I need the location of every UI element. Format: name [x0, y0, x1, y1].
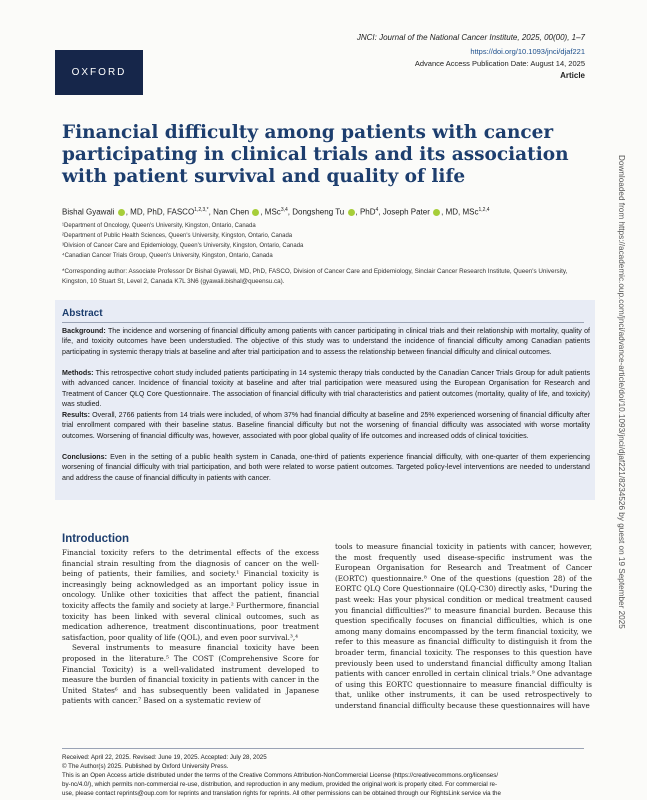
author-name[interactable]: Bishal Gyawali: [62, 207, 115, 217]
license-text: by-nc/4.0/), which permits non-commercial re-use, distribution, and reproduction in any medium, provided the original work is properly cited. For commercial re-: [62, 781, 498, 788]
intro-column-right: [335, 542, 592, 712]
abstract-conclusions: Conclusions: Even in the setting of a public health system in Canada, one-third of patients experience financial difficulty, with one-quarter of them experiencing worsening of financial difficulty with trial participation, and both were related to worse patient outcomes. Targeted policy-level interventions are needed to understand and address the cause of financial difficulty in patients with cancer.: [62, 453, 590, 482]
orcid-icon[interactable]: [433, 209, 440, 216]
intro-column-left: [62, 548, 319, 707]
author-name[interactable]: Joseph Pater: [382, 207, 430, 217]
orcid-icon[interactable]: [118, 209, 125, 216]
author-name[interactable]: Nan Chen: [213, 207, 250, 217]
article-title: Financial difficulty among patients with cancer participating in clinical trials and its association with patient survival and quality of life: [62, 122, 569, 187]
license-text: use, please contact reprints@oup.com for reprints and translation rights for reprints. All other permissions can be obtained through our RightsLink service via the: [62, 790, 501, 797]
abstract-results: Results: Overall, 2766 patients from 14 trials were included, of whom 37% had financial difficulty at baseline and 25% experienced worsening of financial difficulty after trial enrollment compared with their baseline status. Baseline financial difficulty but not the worsening of financial difficulty was associated with worse mortality outcomes. Worsening of financial difficulty was, however, associated with poor global quality of life outcomes and increased odds of clinical toxicities.: [62, 411, 590, 440]
abstract-methods: Methods: This retrospective cohort study included patients participating in 14 systemic therapy trials conducted by the Canadian Cancer Trials Group for adult patients with advanced cancer. Incidence of financial toxicity at baseline and after trial participation were measured using the European Organisation for Research and Treatment of Cancer QLQ Core Questionnaire. The association of financial difficulty with trial characteristics and patient outcomes (mortality, quality of life, and toxicity) was studied.: [62, 369, 591, 408]
publisher-name: OXFORD: [71, 67, 127, 78]
copyright: © The Author(s) 2025. Published by Oxford University Press.: [62, 763, 229, 770]
affiliation: ²Department of Public Health Sciences, Queen's University, Kingston, Ontario, Canada: [62, 233, 293, 239]
affiliation: ³Division of Cancer Care and Epidemiology, Queen's University, Kingston, Ontario, Canada: [62, 243, 304, 249]
orcid-icon[interactable]: [252, 209, 259, 216]
intro-paragraph: Financial toxicity refers to the detrimental effects of the excess financial strain resulting from the diagnosis of cancer on the well-being of patients, their families, and society.¹ Financial toxicity is increasingly being acknowledged as an important policy issue in oncology. Unlike other toxicities that affect the patient, financial toxicity affects the family and society at large.² Furthermore, financial toxicity has been linked with several clinical outcomes, such as medication adherence, treatment discontinuations, poor treatment satisfaction, poor quality of life (QOL), and even poor survival.³,⁴: [62, 548, 319, 642]
intro-paragraph: Several instruments to measure financial toxicity have been proposed in the literature.⁵ The COST (Comprehensive Score for Financial Toxicity) is a well-validated instrument developed to measure the burden of financial toxicity in patients with cancer in the United States⁶ and has subsequently been validated in Japanese patients with cancer.⁷ Based on a systematic review of: [62, 643, 319, 706]
doi-link[interactable]: https://doi.org/10.1093/jnci/djaf221: [470, 47, 585, 56]
affiliation: ⁴Canadian Cancer Trials Group, Queen's University, Kingston, Ontario, Canada: [62, 253, 273, 259]
download-note: Downloaded from https://academic.oup.com/jnci/advance-article/doi/10.1093/jnci/djaf221/8234526 by guest on 19 September 2025: [617, 155, 626, 629]
abstract-divider: [62, 322, 584, 323]
abstract-heading: Abstract: [62, 308, 103, 319]
corresponding-author: *Corresponding author: Associate Professor Dr Bishal Gyawali, MD, PhD, FASCO, Division of Cancer Care and Epidemiology, Sinclair Cancer Research Institute, Queen's University, Kingston, 10 Stuart St, Level 2, Canada K7L 3N6 (gyawali.bishal@queensu.ca).: [62, 268, 568, 285]
oxford-logo[interactable]: [55, 50, 143, 95]
author-list: Bishal Gyawali , MD, PhD, $FASCO^{1,2,3,*}$, Nan Chen , MSc$^{3,4}$, Dongsheng Tu , PhD$^4$, Joseph Pater , MD, MSc$^{1,2,4}$: [62, 207, 490, 217]
advance-access-date: Advance Access Publication Date: August 14, 2025: [414, 59, 585, 68]
abstract-background: Background: The incidence and worsening of financial difficulty among patients with cancer participating in clinical trials and their relationship with mortality, quality of life, and toxicity outcomes have been understudied. The objective of this study was to understand the incidence of financial difficulty among Canadian patients participating in systemic therapy trials at baseline and after trial participation and to assess the relationship between financial difficulty and clinical outcomes.: [62, 327, 590, 356]
article-footer: [62, 753, 590, 798]
article-type: Article: [560, 71, 585, 80]
intro-paragraph: tools to measure financial toxicity in patients with cancer, however, the most frequently used disease-specific instrument was the European Organisation for Research and Treatment of Cancer (EORTC) questionnaire.⁸ One of the questions (question 28) of the EORTC QLQ Core Questionnaire (QLQ-C30) directly asks, "During the past week: Has your physical condition or medical treatment caused you financial difficulties?" to measure financial burden. Because this question specifically focuses on financial difficulties, which is one among many domains encompassed by the term financial toxicity, we refer to this measure as financial difficulty to distinguish it from the broader term, financial toxicity. The responses to this question have previously been used to understand financial difficulty among Italian patients with cancer enrolled in certain clinical trials.⁹ One advantage of using this EORTC questionnaire to measure financial difficulty is that, unlike other instruments, it can be used retrospectively to understand financial difficulty because these questionnaires will have: [335, 542, 592, 710]
author-name[interactable]: Dongsheng Tu: [292, 207, 345, 217]
license-text: This is an Open Access article distributed under the terms of the Creative Commons Attribution-NonCommercial License (https://creativecommons.org/licenses/: [62, 772, 499, 779]
affiliation: ¹Department of Oncology, Queen's University, Kingston, Ontario, Canada: [62, 223, 256, 229]
article-dates: Received: April 22, 2025. Revised: June 19, 2025. Accepted: July 28, 2025: [62, 754, 267, 761]
footer-divider: [62, 748, 584, 749]
journal-citation: JNCI: Journal of the National Cancer Institute, 2025, 00(00), 1–7: [356, 33, 585, 42]
orcid-icon[interactable]: [348, 209, 355, 216]
download-sidebar: [614, 155, 626, 665]
introduction-heading: Introduction: [62, 533, 130, 545]
